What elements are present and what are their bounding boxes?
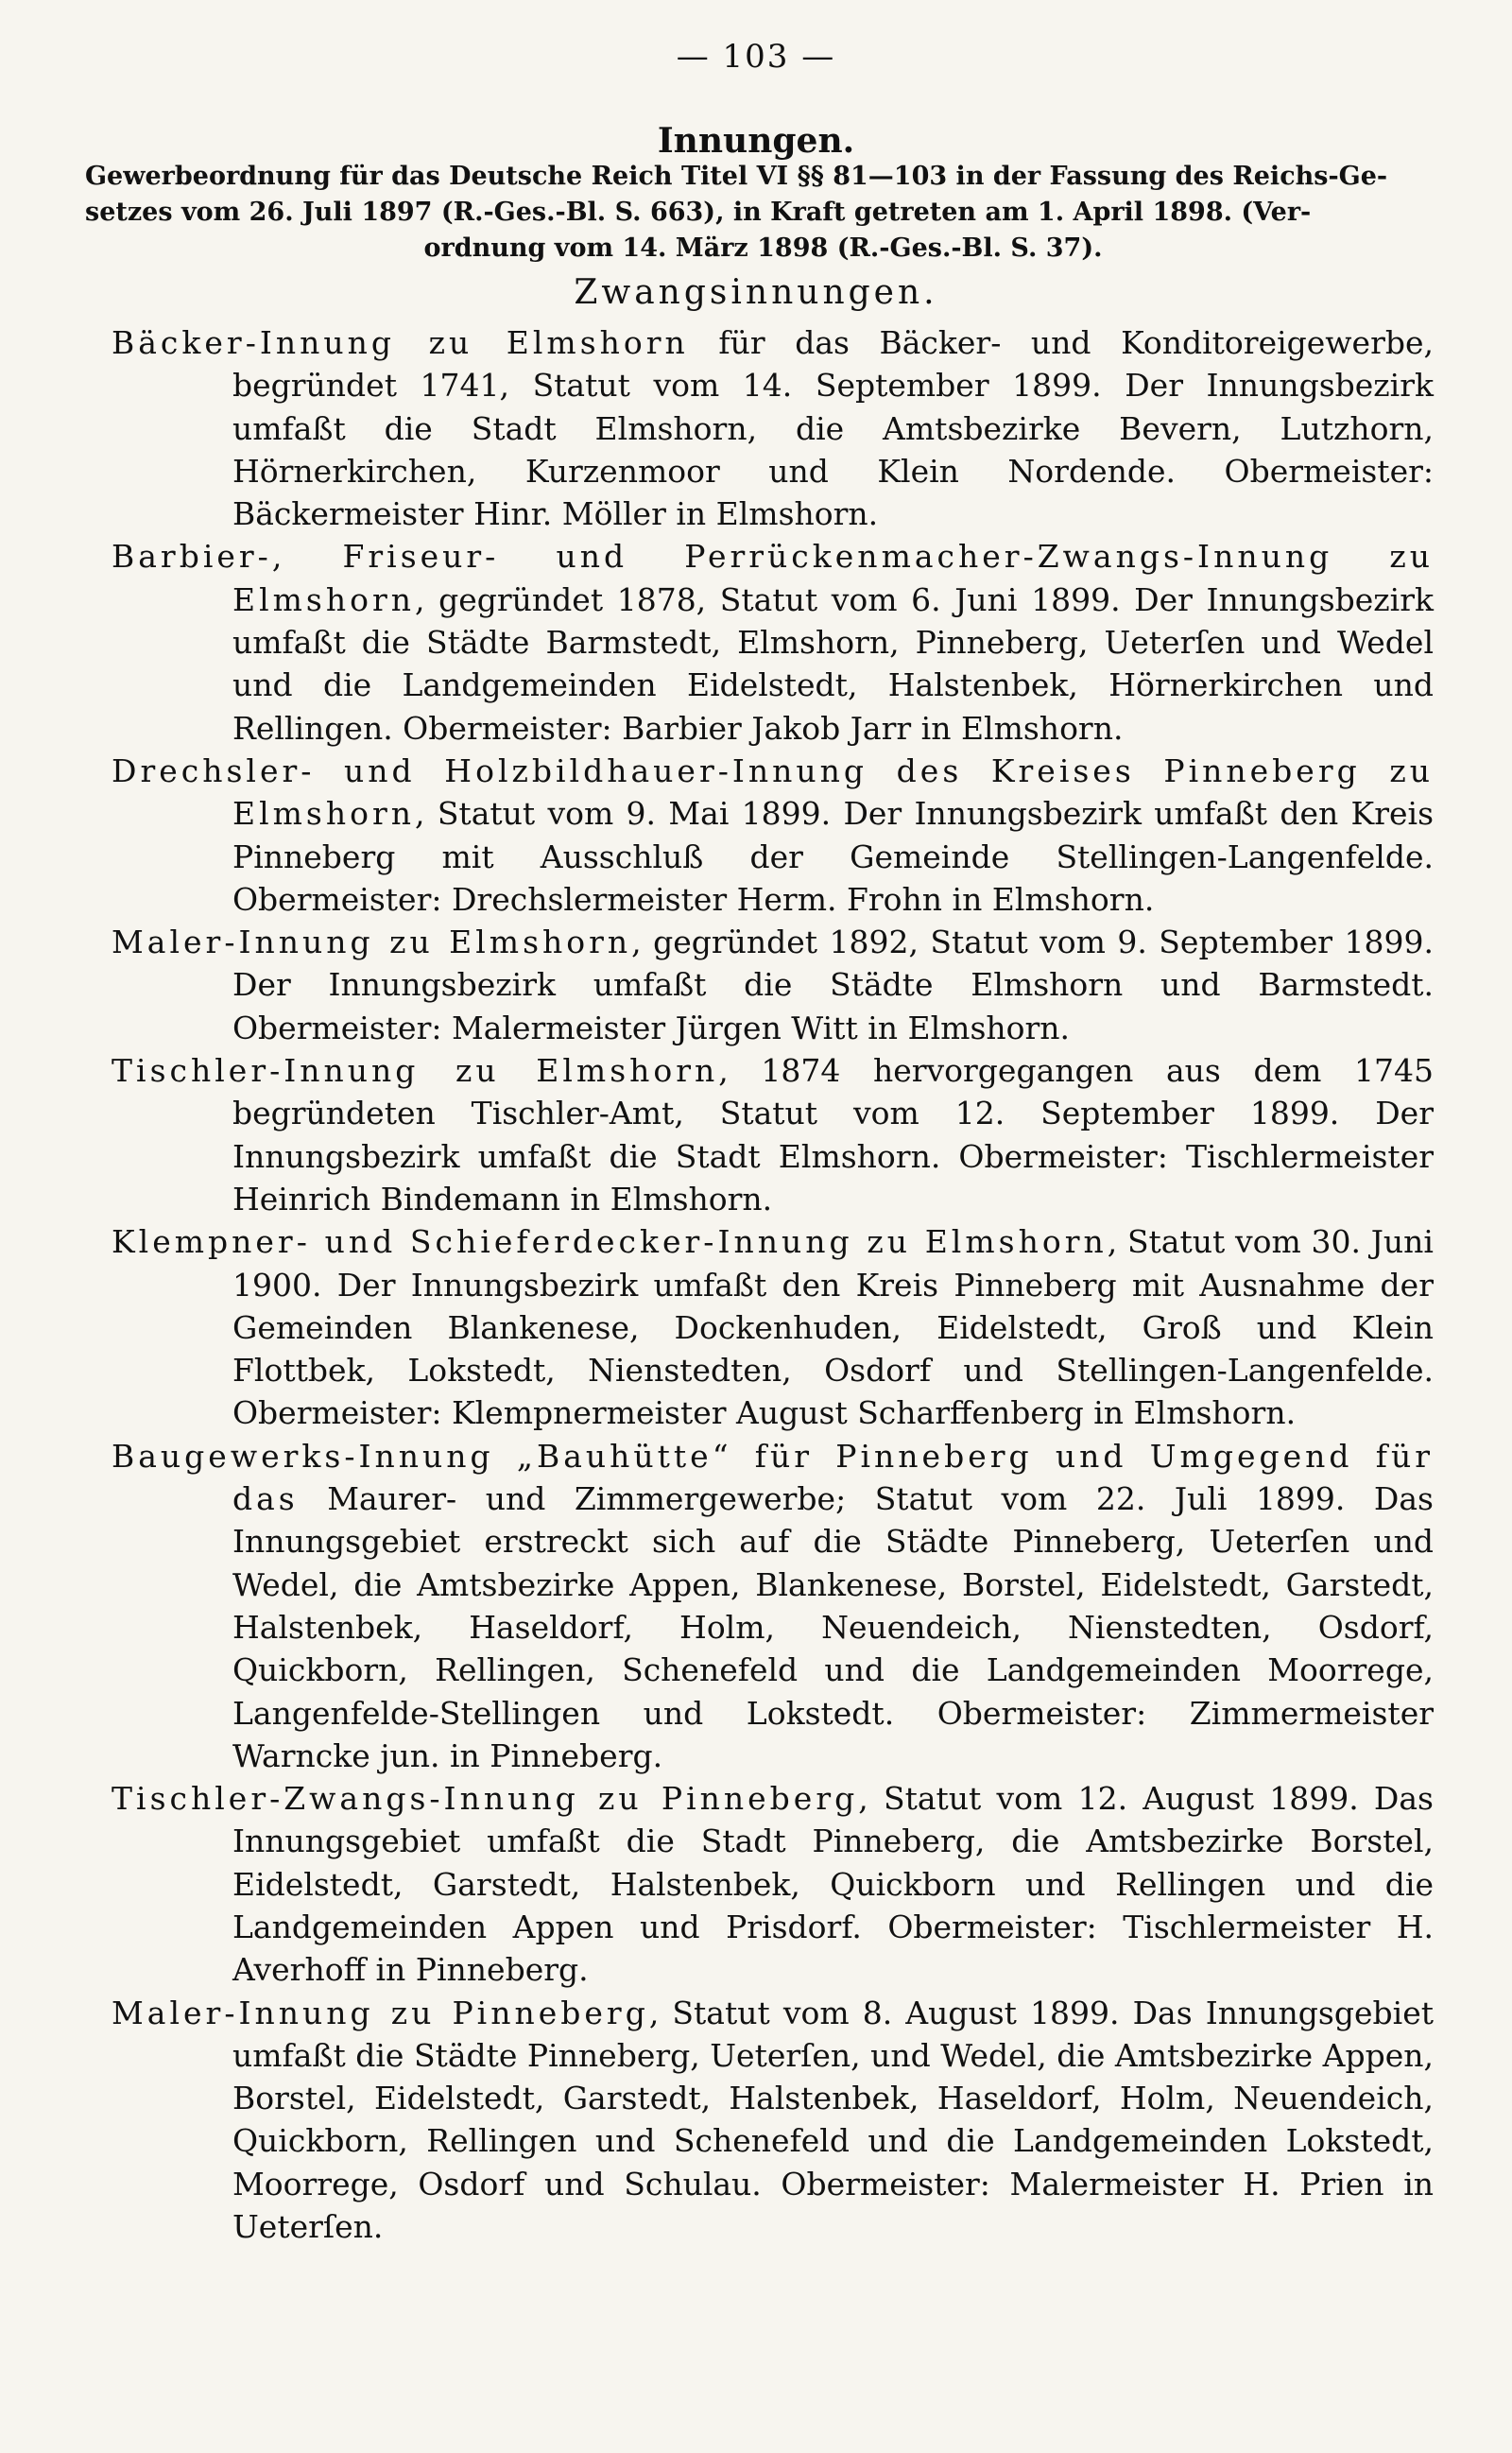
guild-description: , Statut vom 9. Mai 1899. Der Innungsbezirk umfaßt den Kreis Pinneberg mit Ausschluß der Gemeinde Stellingen-Langenfelde. Obermeister: Drechslermeister Herm. Frohn in Elmshorn. [232,795,1434,918]
section-title: Innungen. [657,121,855,161]
guild-description: , 1874 hervorgegangen aus dem 1745 begründeten Tischler-Amt, Statut vom 12. September 1899. Der Innungsbezirk umfaßt die Stadt Elmshorn. Obermeister: Tischlermeister Heinrich Bindemann in Elmshorn. [232,1052,1434,1218]
guild-name: Maler-Innung zu Elmshorn [112,924,632,961]
intro-line-1: Gewerbeordnung für das Deutsche Reich Titel VI §§ 81—103 in der Fassung des Reichs-Ge- [85,162,1388,191]
guild-description: , gegründet 1878, Statut vom 6. Juni 1899. Der Innungsbezirk umfaßt die Städte Barmstedt, Elmshorn, Pinneberg, Ueterſen und Wedel und die Landgemeinden Eidelstedt, Halstenbek, Hörnerkirchen und Rellingen. Obermeister: Barbier Jakob Jarr in Elmshorn. [232,580,1434,747]
guild-entry [112,1220,1434,1434]
guild-description: , gegründet 1892, Statut vom 9. September 1899. Der Innungsbezirk umfaßt die Städte Elmshorn und Barmstedt. Obermeister: Malermeister Jürgen Witt in Elmshorn. [232,924,1434,1046]
guild-entry [112,921,1434,1049]
intro-line-2: setzes vom 26. Juli 1897 (R.-Ges.-Bl. S. 663), in Kraft getreten am 1. April 1898. (Ver- [85,198,1312,227]
intro-paragraph [85,159,1441,267]
guild-description: , Statut vom 12. August 1899. Das Innungsgebiet umfaßt die Stadt Pinneberg, die Amtsbezirke Borstel, Eidelstedt, Garstedt, Halstenbek, Quickborn und Rellingen und die Landgemeinden Appen und Prisdorf. Obermeister: Tischlermeister H. Averhoff in Pinneberg. [232,1780,1434,1989]
guild-description: Maurer- und Zimmergewerbe; Statut vom 22. Juli 1899. Das Innungsgebiet erstreckt sich auf die Städte Pinneberg, Ueterſen und Wedel, die Amtsbezirke Appen, Blankenese, Borstel, Eidelstedt, Garstedt, Halstenbek, Haseldorf, Holm, Neuendeich, Nienstedten, Osdorf, Quickborn, Rellingen, Schenefeld und die Landgemeinden Moorrege, Langenfelde-Stellingen und Lokstedt. Obermeister: Zimmermeister Warncke jun. in Pinneberg. [232,1480,1434,1774]
guild-name: Tischler-Zwangs-Innung zu Pinneberg [112,1780,859,1818]
guild-entry [112,1992,1434,2249]
guild-entry [112,1435,1434,1777]
guild-name: Drechsler- und Holzbildhauer-Innung des Kreises Pinneberg zu Elmshorn [112,751,1434,833]
guild-list [112,321,1434,2248]
guild-name: Barbier-, Friseur- und Perrückenmacher-Zwangs-Innung zu Elmshorn [112,538,1434,618]
page-number: — 103 — [676,38,836,76]
guild-name: Klempner- und Schieferdecker-Innung zu Elmshorn [112,1223,1108,1261]
guild-entry [112,321,1434,535]
guild-name: Maler-Innung zu Pinneberg [112,1994,649,2031]
guild-name: Tischler-Innung zu Elmshorn [112,1052,719,1090]
guild-entry [112,535,1434,749]
subsection-title: Zwangsinnungen. [574,273,938,312]
guild-description: für das Bäcker- und Konditoreigewerbe, begründet 1741, Statut vom 14. September 1899. Der Innungsbezirk umfaßt die Stadt Elmshorn, die Amtsbezirke Bevern, Lutzhorn, Hörnerkirchen, Kurzenmoor und Klein Nordende. Obermeister: Bäckermeister Hinr. Möller in Elmshorn. [232,324,1435,533]
guild-entry [112,1777,1434,1991]
guild-description: , Statut vom 30. Juni 1900. Der Innungsbezirk umfaßt den Kreis Pinneberg mit Ausnahme der Gemeinden Blankenese, Dockenhuden, Eidelstedt, Groß und Klein Flottbek, Lokstedt, Nienstedten, Osdorf und Stellingen-Langenfelde. Obermeister: Klempnermeister August Scharffenberg in Elmshorn. [232,1223,1434,1432]
guild-entry [112,1049,1434,1220]
guild-name: Bäcker-Innung zu Elmshorn [112,324,689,361]
guild-entry [112,750,1434,921]
intro-line-3: ordnung vom 14. März 1898 (R.-Ges.-Bl. S. 37). [423,233,1103,263]
guild-name: Baugewerks-Innung „Bauhütte“ für Pinneberg und Umgegend für das [112,1437,1434,1518]
guild-description: , Statut vom 8. August 1899. Das Innungsgebiet umfaßt die Städte Pinneberg, Ueterſen, und Wedel, die Amtsbezirke Appen, Borstel, Eidelstedt, Garstedt, Halstenbek, Haseldorf, Holm, Neuendeich, Quickborn, Rellingen und Schenefeld und die Landgemeinden Lokstedt, Moorrege, Osdorf und Schulau. Obermeister: Malermeister H. Prien in Ueterſen. [232,1994,1434,2246]
